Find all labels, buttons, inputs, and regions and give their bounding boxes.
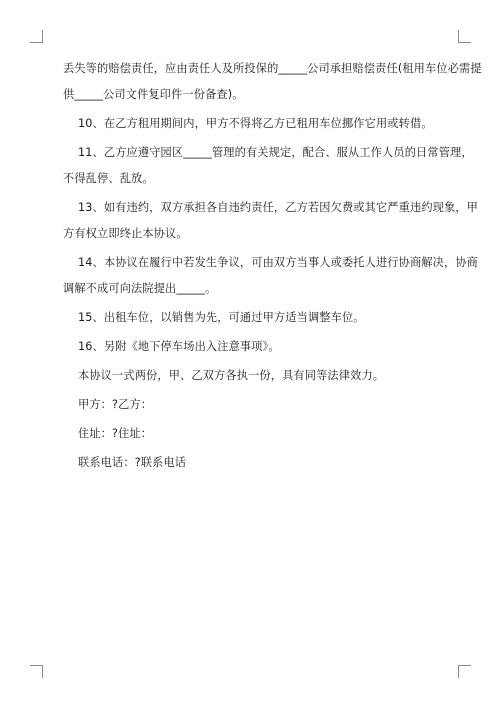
signature-party: 甲方：?乙方：: [78, 398, 153, 411]
crop-mark-bottom-left: [30, 665, 43, 678]
clause-11-line-2: 不得乱停、乱放。: [63, 172, 154, 185]
crop-mark-top-right: [458, 30, 471, 43]
clause-15: 15、出租车位，以销售为先，可通过甲方适当调整车位。: [78, 311, 365, 324]
clause-16: 16、另附《地下停车场出入注意事项》。: [78, 340, 280, 353]
clause-9-line-2: 供_____公司文件复印件一份备查)。: [63, 88, 244, 101]
clause-14-line-1: 14、本协议在履行中若发生争议，可由双方当事人或委托人进行协商解决，协商: [78, 256, 479, 269]
signature-address: 住址：?住址：: [78, 427, 153, 440]
document-body: [63, 62, 482, 469]
signature-phone: 联系电话：?联系电话: [78, 456, 187, 469]
crop-mark-top-left: [30, 30, 43, 43]
copies-statement: 本协议一式两份，甲、乙双方各执一份，具有同等法律效力。: [78, 369, 385, 382]
clause-10: 10、在乙方租用期间内，甲方不得将乙方已租用车位挪作它用或转借。: [78, 117, 433, 130]
clause-13-line-1: 13、如有违约，双方承担各自违约责任，乙方若因欠费或其它严重违约现象，甲: [78, 201, 479, 214]
clause-14-line-2: 调解不成可向法院提出_____。: [63, 282, 217, 295]
clause-11-line-1: 11、乙方应遵守园区_____管理的有关规定，配合、服从工作人员的日常管理，: [78, 146, 473, 159]
crop-mark-bottom-right: [458, 665, 471, 678]
clause-13-line-2: 方有权立即终止本协议。: [63, 227, 188, 240]
clause-9-line-1: 丢失等的赔偿责任，应由责任人及所投保的_____公司承担赔偿责任(租用车位必需提: [63, 62, 482, 75]
